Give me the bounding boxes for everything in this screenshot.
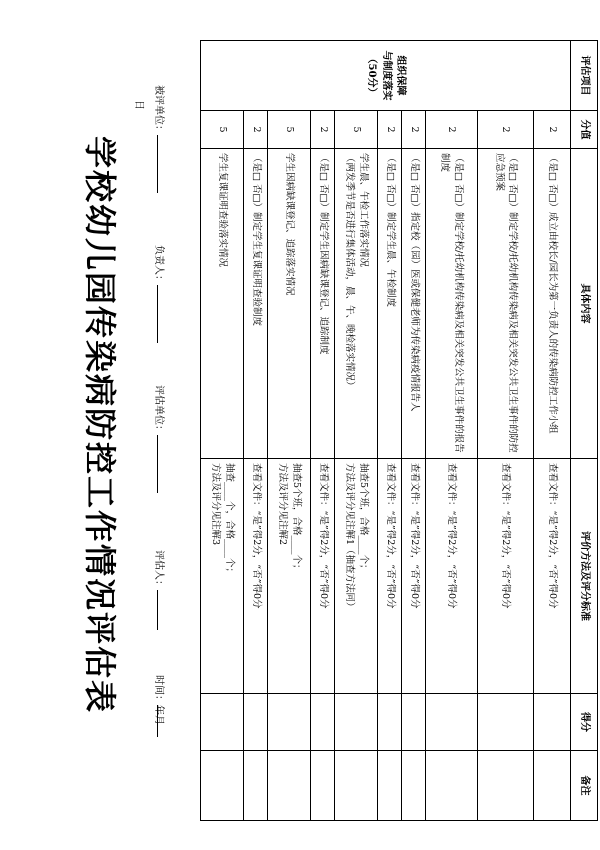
table-row <box>402 41 426 821</box>
row-note[interactable] <box>201 751 244 821</box>
row-score: 2 <box>402 111 426 149</box>
row-method-line: 方法及评分见注解1（抽查方法同） <box>344 463 356 612</box>
row-method: 查看文件：“是”得2分，“否”得0分 <box>426 459 478 694</box>
row-content: （是□ 否□）制定学生晨、午检制度 <box>378 149 402 459</box>
responsible-label: 负责人： <box>153 245 164 285</box>
section-line1: 组织保障 <box>395 55 407 96</box>
row-method: 查看文件：“是”得2分，“否”得0分 <box>534 459 571 694</box>
evaluating-unit-label: 评估单位： <box>153 385 164 435</box>
header-got: 得分 <box>570 694 597 751</box>
row-got[interactable] <box>335 694 378 751</box>
row-got[interactable] <box>244 694 268 751</box>
header-method: 评价方法及评分标准 <box>570 459 597 694</box>
page-title: 学校幼儿园传染病防控工作情况评估表 <box>81 135 119 714</box>
meta-line <box>148 85 168 785</box>
row-content: 学生因病缺课登记、追踪落实情况 <box>268 149 311 459</box>
row-method <box>201 459 244 694</box>
evaluator-field[interactable] <box>157 590 168 630</box>
table-header-row <box>570 41 597 821</box>
year-label: 年 <box>153 705 164 715</box>
row-method-line: 抽查5个班，合格____个； <box>358 463 370 574</box>
row-note[interactable] <box>244 751 268 821</box>
evaluated-unit-field[interactable] <box>157 135 168 193</box>
row-score: 2 <box>477 111 533 149</box>
row-got[interactable] <box>477 694 533 751</box>
responsible-field[interactable] <box>157 285 168 343</box>
row-got[interactable] <box>201 694 244 751</box>
row-method: 查看文件：“是”得2分，“否”得0分 <box>311 459 335 694</box>
evaluating-unit <box>153 385 168 435</box>
row-note[interactable] <box>477 751 533 821</box>
evaluating-unit-field[interactable] <box>157 435 168 493</box>
row-got[interactable] <box>534 694 571 751</box>
row-score: 5 <box>335 111 378 149</box>
row-content: （是□ 否□）制定学校/托幼机构传染病及相关突发公共卫生事件的防控应急预案 <box>477 149 533 459</box>
row-score: 2 <box>311 111 335 149</box>
table-row <box>477 41 533 821</box>
row-content: （是□ 否□）制定学校/托幼机构传染病及相关突发公共卫生事件的报告制度 <box>426 149 478 459</box>
row-got[interactable] <box>378 694 402 751</box>
row-content: （是□ 否□）制定学生复课证明查验制度 <box>244 149 268 459</box>
table-row <box>335 41 378 821</box>
row-score: 5 <box>268 111 311 149</box>
header-content: 具体内容 <box>570 149 597 459</box>
time-label: 时间： <box>153 675 164 705</box>
header-note: 备注 <box>570 751 597 821</box>
row-score: 2 <box>534 111 571 149</box>
table-row <box>268 41 311 821</box>
row-method: 查看文件：“是”得2分，“否”得0分 <box>378 459 402 694</box>
evaluated-unit-label: 被评单位： <box>153 85 164 135</box>
header-score: 分值 <box>570 111 597 149</box>
day-label: 日 <box>133 100 144 110</box>
table-row <box>311 41 335 821</box>
row-note[interactable] <box>311 751 335 821</box>
row-note[interactable] <box>268 751 311 821</box>
row-score: 2 <box>378 111 402 149</box>
row-method-line: 抽查5个班，合格____个； <box>291 463 303 574</box>
section-line2: 与制度落实 <box>380 50 392 101</box>
row-method-line: 方法及评分见注解3 <box>210 463 222 546</box>
row-content: （是□ 否□）成立由校长/园长为第一负责人的传染病防控工作小组 <box>534 149 571 459</box>
row-score: 5 <box>201 111 244 149</box>
month-label: 月 <box>153 715 164 725</box>
row-method: 查看文件：“是”得2分，“否”得0分 <box>402 459 426 694</box>
row-note[interactable] <box>534 751 571 821</box>
row-method-line: 方法及评分见注解2 <box>277 463 289 546</box>
section-cell <box>201 41 571 111</box>
table-row <box>244 41 268 821</box>
row-got[interactable] <box>402 694 426 751</box>
row-got[interactable] <box>426 694 478 751</box>
row-score: 2 <box>426 111 478 149</box>
row-content: 学生复课证明查验落实情况 <box>201 149 244 459</box>
table-row <box>534 41 571 821</box>
row-method-line: 抽查____个，合格____个； <box>223 463 235 578</box>
responsible <box>153 245 168 285</box>
row-content: （是□ 否□）指定校（园）医或保健老师为传染病疫情报告人 <box>402 149 426 459</box>
evaluator-label: 评估人： <box>153 550 164 590</box>
month-field[interactable] <box>157 715 168 737</box>
evaluation-table <box>200 40 598 821</box>
table-row <box>201 41 244 821</box>
row-method <box>268 459 311 694</box>
evaluated-unit <box>153 85 168 135</box>
row-got[interactable] <box>268 694 311 751</box>
row-note[interactable] <box>426 751 478 821</box>
row-got[interactable] <box>311 694 335 751</box>
row-method: 查看文件：“是”得2分，“否”得0分 <box>477 459 533 694</box>
date <box>153 675 168 725</box>
row-content-line: 学生晨、午检工作落实情况 <box>358 153 370 268</box>
row-content: （是□ 否□）制定学生因病缺课登记、追踪制度 <box>311 149 335 459</box>
header-item: 评估项目 <box>570 41 597 111</box>
table-row <box>426 41 478 821</box>
section-line3: （50分） <box>366 53 378 98</box>
row-content-line: （两发季节是否进行集体活动，晨、午、晚检落实情况） <box>344 153 356 391</box>
row-note[interactable] <box>402 751 426 821</box>
row-method: 查看文件：“是”得2分，“否”得0分 <box>244 459 268 694</box>
row-content <box>335 149 378 459</box>
row-score: 2 <box>244 111 268 149</box>
row-method <box>335 459 378 694</box>
row-note[interactable] <box>378 751 402 821</box>
table-row <box>378 41 402 821</box>
evaluator <box>153 550 168 590</box>
row-note[interactable] <box>335 751 378 821</box>
